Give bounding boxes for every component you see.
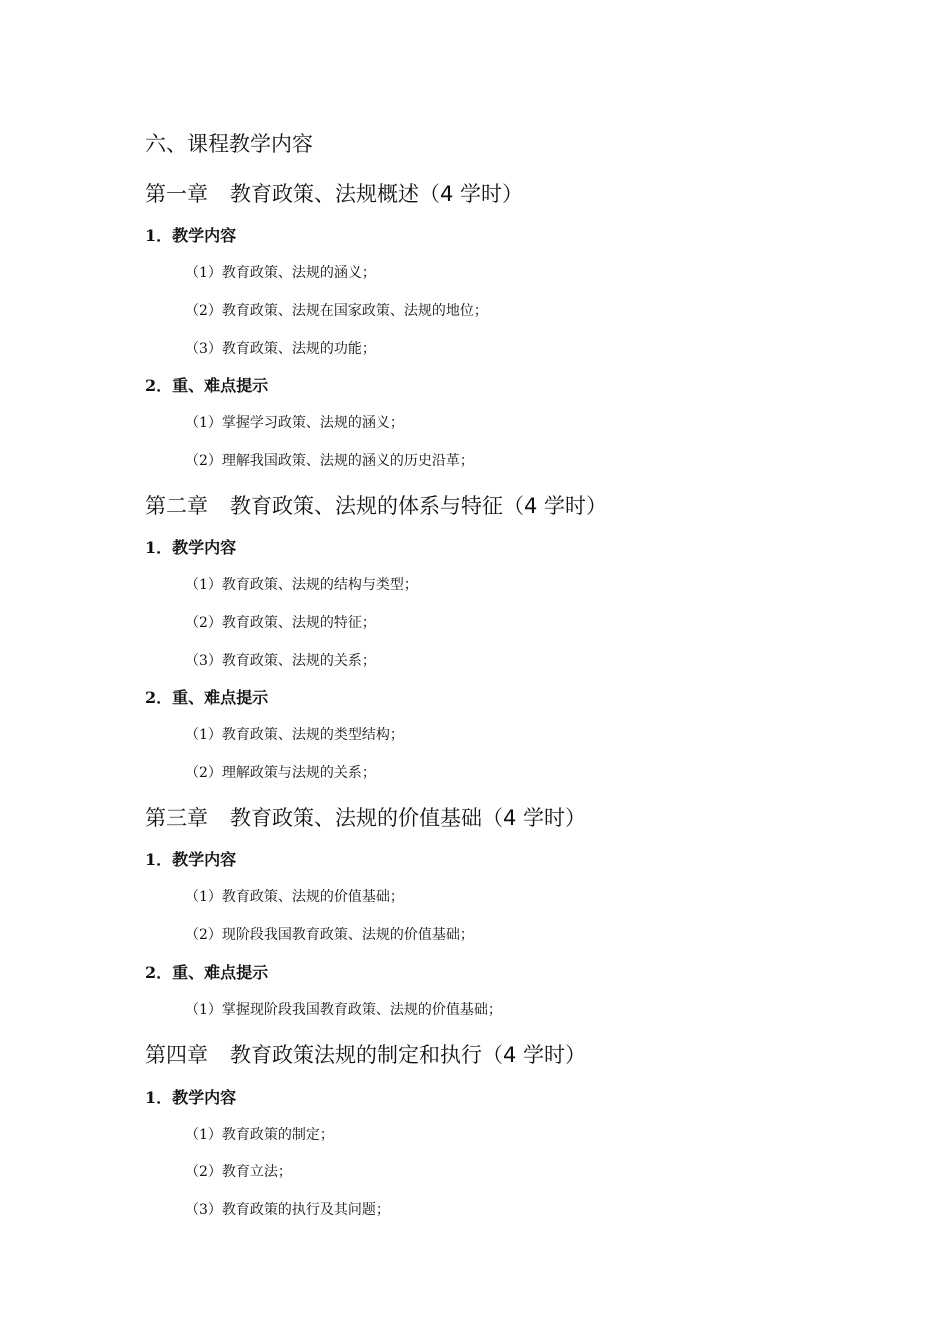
chapter-3-content-heading: 1．教学内容: [145, 850, 237, 869]
chapter-4-heading: [145, 1039, 586, 1069]
chapter-4-content-item: （2）教育立法；: [185, 1164, 292, 1180]
chapter-4-number: 第四章: [145, 1043, 208, 1067]
chapter-2-content-item: （2）教育政策、法规的特征；: [185, 615, 376, 631]
section-title: 六、课程教学内容: [145, 132, 313, 156]
chapter-2-content-item: （1）教育政策、法规的结构与类型；: [185, 577, 418, 593]
chapter-3-key-item: （1）掌握现阶段我国教育政策、法规的价值基础；: [185, 1002, 502, 1018]
chapter-4-content-item: （1）教育政策的制定；: [185, 1127, 334, 1143]
chapter-3-number: 第三章: [145, 806, 208, 830]
chapter-4-content-heading: 1．教学内容: [145, 1088, 237, 1107]
chapter-2-key-item: （1）教育政策、法规的类型结构；: [185, 727, 404, 743]
chapter-2-heading: [145, 490, 607, 520]
chapter-1-title: 教育政策、法规概述（4 学时）: [230, 182, 524, 206]
chapter-3-content-item: （2）现阶段我国教育政策、法规的价值基础；: [185, 927, 474, 943]
chapter-2-title: 教育政策、法规的体系与特征（4 学时）: [230, 494, 608, 518]
chapter-3-heading: [145, 802, 586, 832]
chapter-3-key-heading: 2．重、难点提示: [145, 963, 269, 982]
chapter-3-content-item: （1）教育政策、法规的价值基础；: [185, 889, 404, 905]
chapter-1-key-heading: 2．重、难点提示: [145, 376, 269, 395]
chapter-2-content-heading: 1．教学内容: [145, 538, 237, 557]
chapter-2-content-item: （3）教育政策、法规的关系；: [185, 653, 376, 669]
chapter-1-heading: [145, 178, 523, 208]
chapter-1-content-heading: 1．教学内容: [145, 226, 237, 245]
chapter-1-content-item: （1）教育政策、法规的涵义；: [185, 265, 376, 281]
chapter-2-key-heading: 2．重、难点提示: [145, 688, 269, 707]
chapter-3-title: 教育政策、法规的价值基础（4 学时）: [230, 806, 587, 830]
chapter-1-key-item: （1）掌握学习政策、法规的涵义；: [185, 415, 404, 431]
chapter-1-content-item: （2）教育政策、法规在国家政策、法规的地位；: [185, 303, 488, 319]
chapter-4-content-item: （3）教育政策的执行及其问题；: [185, 1202, 390, 1218]
chapter-1-content-item: （3）教育政策、法规的功能；: [185, 341, 376, 357]
chapter-1-number: 第一章: [145, 182, 208, 206]
chapter-1-key-item: （2）理解我国政策、法规的涵义的历史沿革；: [185, 453, 474, 469]
chapter-4-title: 教育政策法规的制定和执行（4 学时）: [230, 1043, 587, 1067]
chapter-2-number: 第二章: [145, 494, 208, 518]
chapter-2-key-item: （2）理解政策与法规的关系；: [185, 765, 376, 781]
